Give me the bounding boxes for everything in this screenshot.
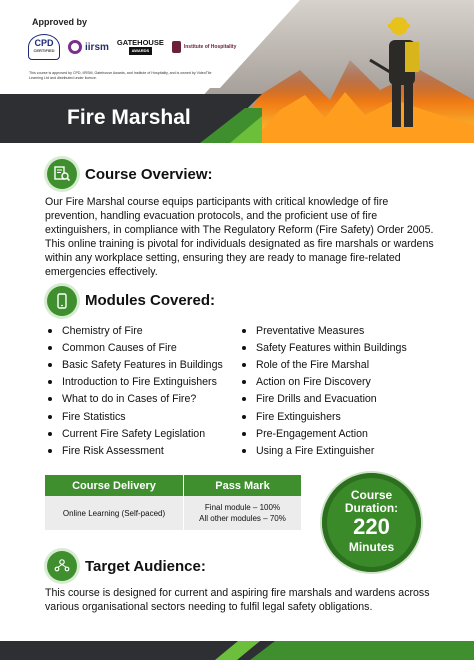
course-delivery-header: Course Delivery (45, 475, 183, 496)
pass-mark-value (183, 496, 301, 530)
gatehouse-logo-sub: AWARDS (129, 47, 153, 55)
cpd-logo-sub: CERTIFIED (33, 48, 55, 53)
module-item: Pre-Engagement Action (242, 425, 407, 442)
module-item: Role of the Fire Marshal (242, 356, 407, 373)
module-item: Preventative Measures (242, 322, 407, 339)
accreditation-logos (28, 34, 236, 60)
document-search-icon (54, 166, 70, 182)
course-delivery-table (45, 475, 301, 530)
duration-label (322, 489, 421, 515)
target-audience-icon (54, 558, 70, 574)
audience-heading: Target Audience: (85, 558, 206, 575)
pass-mark-final: Final module – 100% (204, 503, 281, 512)
iirsm-ring-icon (68, 40, 82, 54)
module-item: Fire Risk Assessment (48, 442, 223, 459)
approved-by-label: Approved by (32, 17, 88, 27)
course-duration-badge (322, 473, 421, 572)
overview-heading: Course Overview: (85, 166, 213, 183)
pass-mark-other: All other modules – 70% (199, 514, 286, 523)
modules-list-right (242, 322, 407, 460)
delivery-value: Online Learning (Self-paced) (45, 496, 183, 530)
module-item: Safety Features within Buildings (242, 339, 407, 356)
course-title: Fire Marshal (67, 106, 191, 129)
module-item: Introduction to Fire Extinguishers (48, 374, 223, 391)
duration-label-line2: Duration: (344, 501, 399, 515)
module-item: Fire Extinguishers (242, 408, 407, 425)
modules-heading: Modules Covered: (85, 292, 216, 309)
module-item: Current Fire Safety Legislation (48, 425, 223, 442)
table-header-row (45, 475, 301, 496)
approval-note: This course is approved by CPD, IIRSM, Gatehouse Awards, and Institute of Hospitality, and is owned by VideoTile Learning Ltd and distributed under licence. (29, 71, 212, 80)
modules-list-left (48, 322, 223, 460)
module-item: Using a Fire Extinguisher (242, 442, 407, 459)
crest-icon (172, 41, 181, 53)
module-item: Basic Safety Features in Buildings (48, 356, 223, 373)
gatehouse-logo-text: GATEHOUSE (116, 38, 164, 47)
ioh-logo-text: Institute of Hospitality (183, 44, 237, 50)
audience-text: This course is designed for current and aspiring fire marshals and wardens across various organisational sectors needing to fulfil legal safety obligations. (45, 587, 430, 613)
duration-value: 220 (353, 514, 390, 539)
pass-mark-header: Pass Mark (183, 475, 301, 496)
footer-bar (0, 641, 474, 660)
cpd-logo (28, 34, 60, 60)
module-item: Fire Statistics (48, 408, 223, 425)
module-item: Action on Fire Discovery (242, 374, 407, 391)
duration-unit: Minutes (348, 540, 395, 554)
iirsm-logo-text: iirsm (85, 41, 109, 53)
institute-of-hospitality-logo (172, 36, 237, 58)
iirsm-logo (68, 36, 109, 58)
table-row (45, 496, 301, 530)
module-item: Chemistry of Fire (48, 322, 223, 339)
module-item: Fire Drills and Evacuation (242, 391, 407, 408)
overview-section-icon (47, 159, 77, 189)
overview-text: Our Fire Marshal course equips participants with critical knowledge of fire prevention, handling evacuation protocols, and the proficient use of fire extinguishers, in compliance with The Regulatory Reform (Fire Safety) Order 2005. This online training is pivotal for individuals designated as fire marshals or wardens within any workplace setting, ensuring they are ready to manage fire-related emergencies effectively. (45, 196, 434, 278)
audience-section-icon (47, 551, 77, 581)
modules-section-icon (47, 286, 77, 316)
cpd-logo-text: CPD (34, 38, 54, 48)
gatehouse-logo (117, 36, 164, 58)
mobile-device-icon (54, 293, 70, 309)
duration-label-line1: Course (350, 488, 393, 502)
module-item: Common Causes of Fire (48, 339, 223, 356)
module-item: What to do in Cases of Fire? (48, 391, 223, 408)
